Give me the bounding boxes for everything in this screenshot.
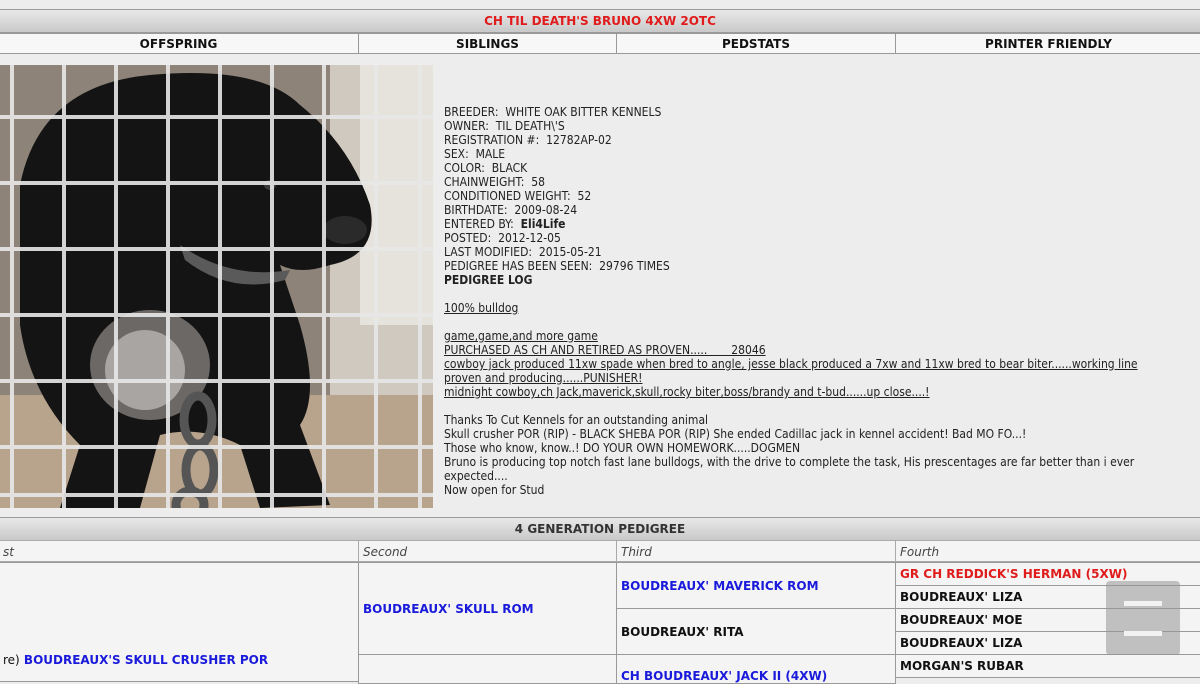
pedigree-third-a[interactable]: BOUDREAUX' MAVERICK ROM [616, 562, 896, 609]
pedigree-table [0, 540, 1200, 683]
breeder-row [444, 105, 1174, 119]
note-thanks: Thanks To Cut Kennels for an outstanding animal [444, 413, 709, 427]
col-third-header: Third [616, 540, 896, 562]
dog-title: CH TIL DEATH'S BRUNO 4XW 2OTC [0, 9, 1200, 33]
sire-marker: re) [3, 653, 20, 667]
chainweight-row [444, 175, 1174, 189]
pedigree-fourth-5[interactable]: MORGAN'S RUBAR [895, 654, 1200, 678]
note-bulldog: 100% bulldog [444, 301, 519, 315]
note-producing: Bruno is producing top notch fast lane bulldogs, with the drive to complete the task, His prescentages are far better than i ever expected.... [444, 455, 1135, 483]
seen-row [444, 259, 1174, 273]
dog-photo [0, 65, 433, 508]
color-label: COLOR: [444, 161, 485, 175]
pedigree-log-link[interactable]: PEDIGREE LOG [444, 273, 533, 287]
owner-value: TIL DEATH\'S [495, 119, 565, 133]
pedigree-fourth-3[interactable]: BOUDREAUX' MOE [895, 608, 1200, 632]
entered-by-link[interactable]: Eli4Life [520, 217, 566, 231]
breeder-label: BREEDER: [444, 105, 499, 119]
dog-info [444, 105, 1174, 497]
modified-value: 2015-05-21 [538, 245, 602, 259]
birthdate-value: 2009-08-24 [514, 203, 578, 217]
conditioned-weight-label: CONDITIONED WEIGHT: [444, 189, 571, 203]
owner-row [444, 119, 1174, 133]
conditioned-weight-row [444, 189, 1174, 203]
conditioned-weight-value: 52 [577, 189, 592, 203]
chainweight-value: 58 [531, 175, 545, 189]
sex-row [444, 147, 1174, 161]
note-skull-crusher: Skull crusher POR (RIP) - BLACK SHEBA POR (RIP) She ended Cadillac jack in kennel accident! Bad MO FO...! [444, 427, 1027, 441]
posted-row [444, 231, 1174, 245]
birthdate-label: BIRTHDATE: [444, 203, 508, 217]
entered-by-row [444, 217, 1174, 231]
col-second-header: Second [358, 540, 617, 562]
chainweight-label: CHAINWEIGHT: [444, 175, 525, 189]
note-cowboy-jack: cowboy jack produced 11xw spade when bred to angle, jesse black produced a 7xw and 11xw bred to bear biter......working line proven and producing......PUNISHER! [444, 357, 1138, 385]
color-value: BLACK [491, 161, 528, 175]
tab-offspring[interactable]: OFFSPRING [0, 33, 359, 54]
note-midnight-cowboy: midnight cowboy,ch Jack,maverick,skull,rocky biter,boss/brandy and t-bud......up close....! [444, 385, 930, 399]
color-row [444, 161, 1174, 175]
posted-label: POSTED: [444, 231, 492, 245]
tab-siblings[interactable]: SIBLINGS [358, 33, 617, 54]
birthdate-row [444, 203, 1174, 217]
nav-tabs [0, 33, 1200, 55]
tab-printer-friendly[interactable]: PRINTER FRIENDLY [895, 33, 1200, 54]
note-homework: Those who know, know..! DO YOUR OWN HOMEWORK.....DOGMEN [444, 441, 801, 455]
sex-value: MALE [475, 147, 506, 161]
menu-icon [1124, 601, 1162, 606]
note-stud: Now open for Stud [444, 483, 545, 497]
posted-value: 2012-12-05 [498, 231, 561, 245]
registration-label: REGISTRATION #: [444, 133, 540, 147]
pedigree-third-c[interactable]: CH BOUDREAUX' JACK II (4XW) [616, 654, 896, 684]
pedigree-third-b[interactable]: BOUDREAUX' RITA [616, 608, 896, 655]
pedigree-fourth-2[interactable]: BOUDREAUX' LIZA [895, 585, 1200, 609]
registration-row [444, 133, 1174, 147]
note-game: game,game,and more game [444, 329, 598, 343]
note-purchased: PURCHASED AS CH AND RETIRED AS PROVEN..... 28046 [444, 343, 766, 357]
tab-pedstats[interactable]: PEDSTATS [616, 33, 896, 54]
menu-button[interactable] [1106, 581, 1180, 655]
col-fourth-header: Fourth [895, 540, 1200, 562]
seen-label: PEDIGREE HAS BEEN SEEN: [444, 259, 593, 273]
pedigree-fourth-4[interactable]: BOUDREAUX' LIZA [895, 631, 1200, 655]
entered-by-label: ENTERED BY: [444, 217, 514, 231]
pedigree-second-a[interactable]: BOUDREAUX' SKULL ROM [358, 562, 617, 655]
sex-label: SEX: [444, 147, 469, 161]
sire-link[interactable]: BOUDREAUX'S SKULL CRUSHER POR [23, 653, 269, 667]
pedigree-second-b [358, 654, 617, 684]
pedigree-first [0, 562, 359, 682]
registration-value: 12782AP-02 [546, 133, 612, 147]
modified-label: LAST MODIFIED: [444, 245, 533, 259]
owner-label: OWNER: [444, 119, 489, 133]
seen-value: 29796 TIMES [599, 259, 670, 273]
breeder-value: WHITE OAK BITTER KENNELS [505, 105, 662, 119]
pedigree-fourth-1[interactable]: GR CH REDDICK'S HERMAN (5XW) [895, 562, 1200, 586]
modified-row [444, 245, 1174, 259]
menu-icon-line [1124, 631, 1162, 636]
col-first-header: st [0, 540, 359, 562]
pedigree-heading: 4 GENERATION PEDIGREE [0, 517, 1200, 541]
